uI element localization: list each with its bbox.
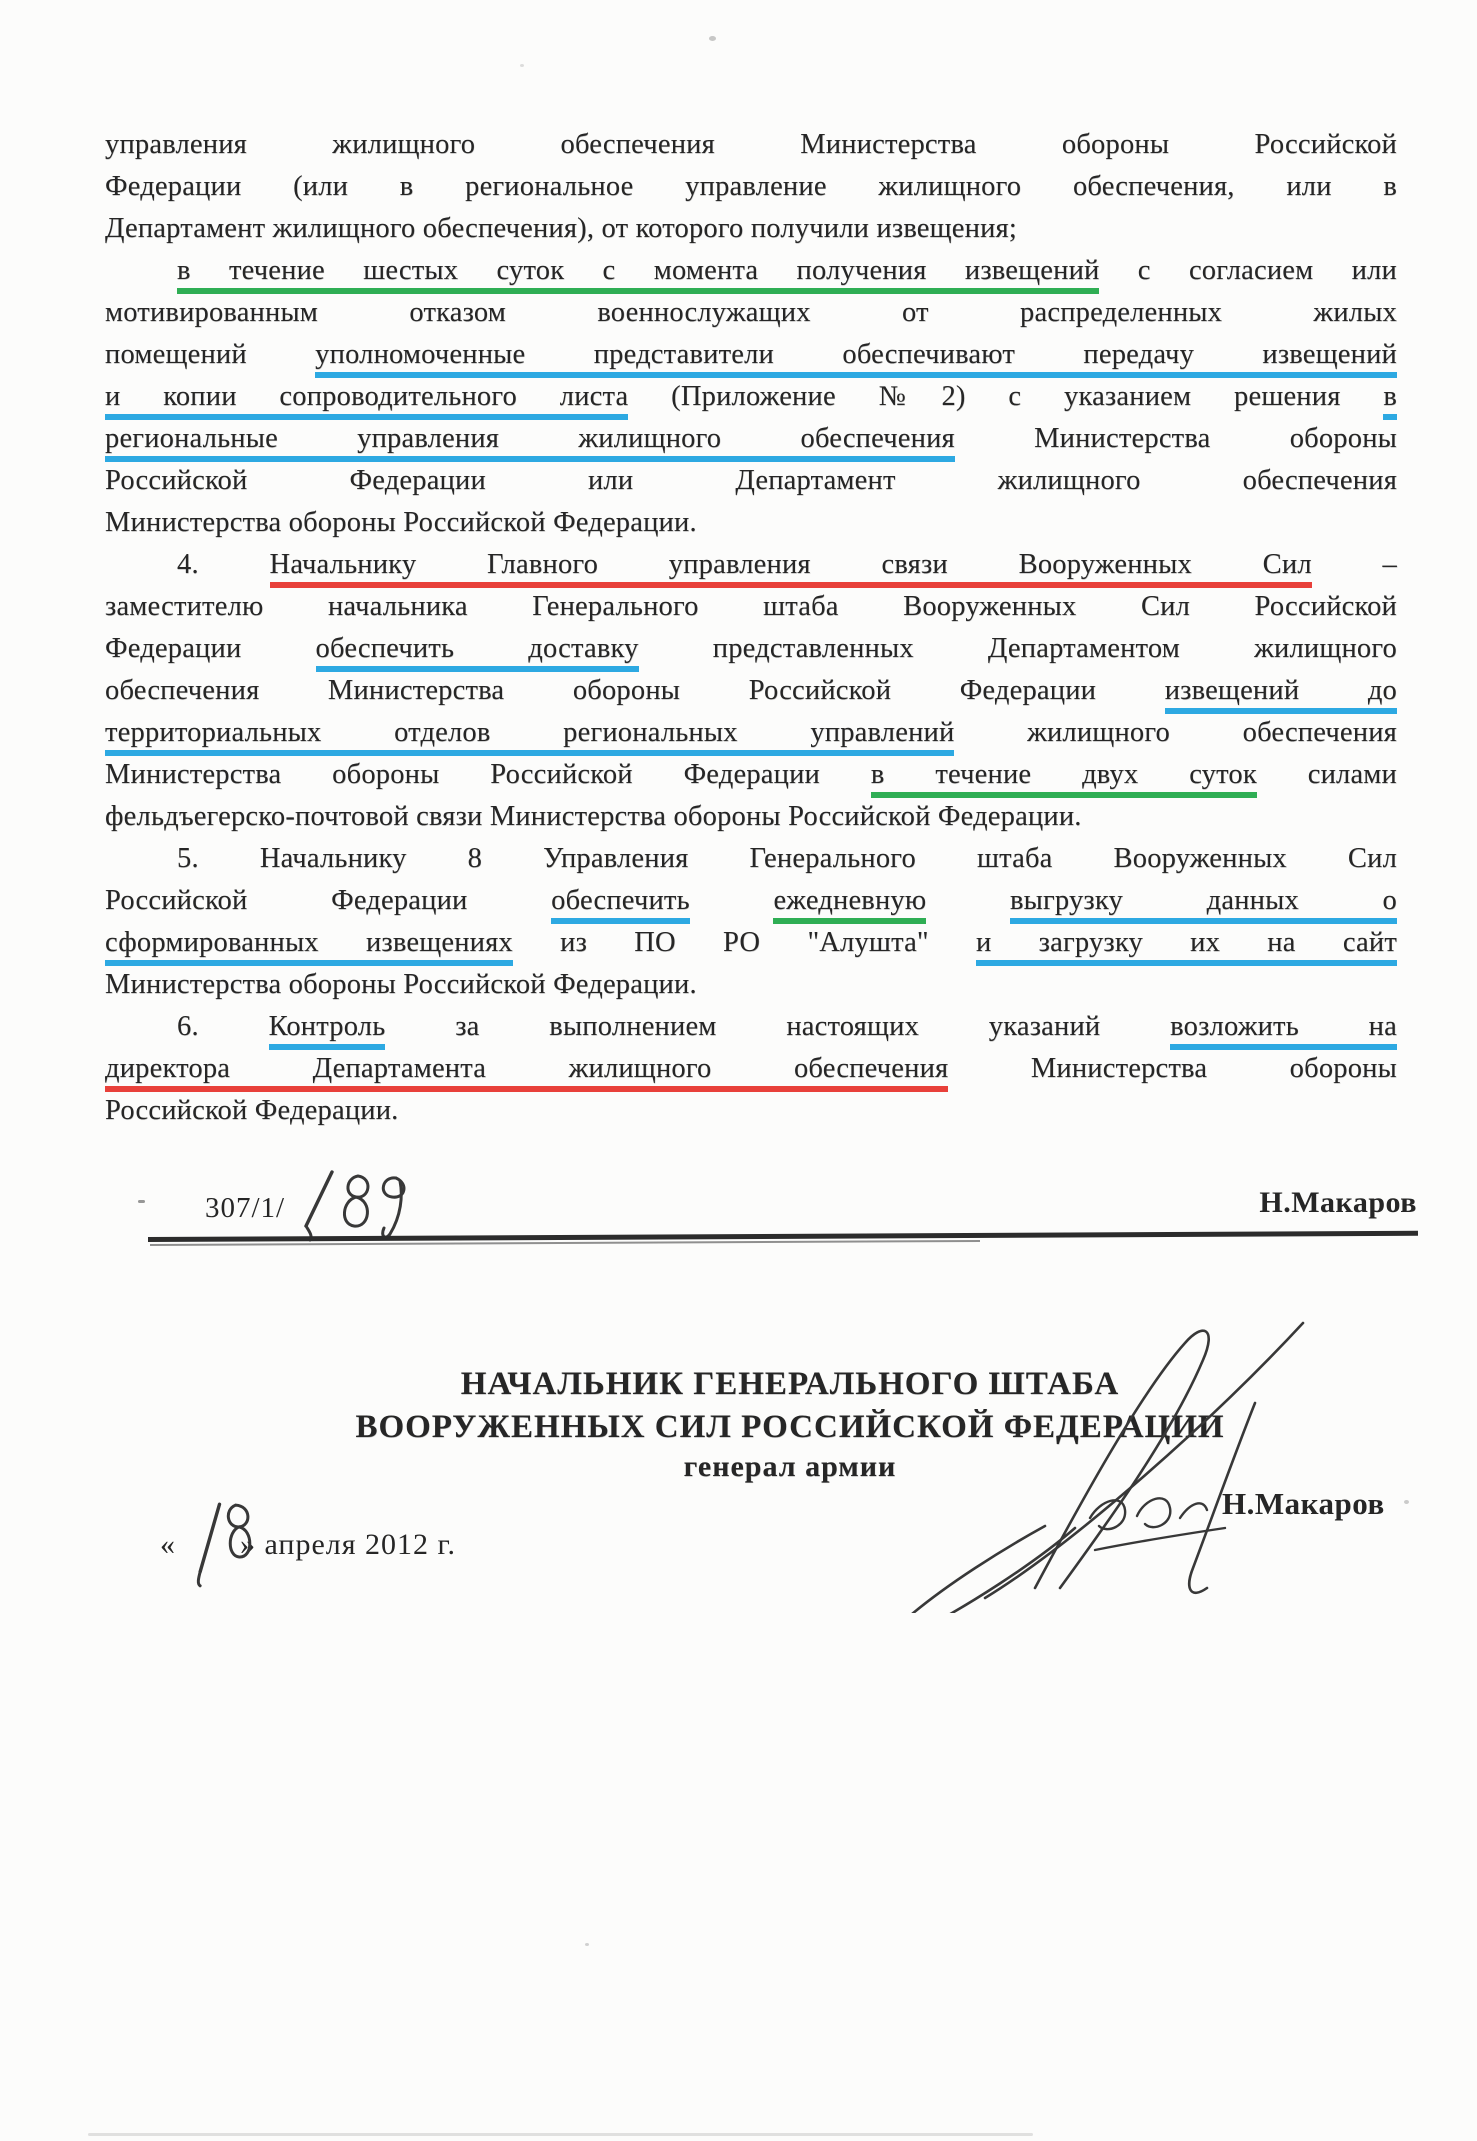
paragraph — [105, 838, 1397, 1006]
handwritten-day — [181, 1489, 268, 1590]
text-run: с согласием или — [1099, 255, 1398, 286]
body-line — [105, 838, 1397, 880]
text-run: – — [1311, 549, 1397, 580]
underlined-text: Начальнику Главного управления связи Вооруженных Сил — [270, 549, 1312, 588]
underlined-text: выгрузку данных о — [1010, 885, 1397, 924]
body-line — [105, 628, 1397, 670]
body-line — [105, 334, 1397, 376]
text-run: Министерства обороны Российской Федерации — [105, 759, 871, 790]
text-run: Министерства обороны Российской Федерации. — [105, 969, 697, 1000]
text-run: заместителю начальника Генерального штаба Вооруженных Сил Российской — [105, 591, 1397, 622]
underlined-text: сформированных извещениях — [105, 927, 513, 966]
text-run: Министерства обороны — [948, 1053, 1397, 1084]
scan-speck — [709, 36, 716, 41]
body-line — [105, 460, 1397, 502]
body-line — [105, 754, 1397, 796]
text-run: (Приложение №2) с указанием решения — [628, 381, 1384, 412]
body-line — [105, 250, 1397, 292]
underlined-text: обеспечить доставку — [316, 633, 639, 672]
body-line — [105, 712, 1397, 754]
underlined-text: в течение шестых суток с момента получения извещений — [177, 255, 1099, 294]
body-line — [105, 922, 1397, 964]
text-run: жилищного обеспечения — [954, 717, 1397, 748]
body-line — [105, 1006, 1397, 1048]
body-line — [105, 586, 1397, 628]
underlined-text: в — [1383, 381, 1397, 420]
scan-edge-smear — [88, 2133, 1033, 2136]
text-run: Департамент жилищного обеспечения), от которого получили извещения; — [105, 213, 1017, 244]
reference-number: 307/1/ — [205, 1192, 286, 1224]
date-open-quote: « — [160, 1528, 176, 1561]
text-run: обеспечения Министерства обороны Российской Федерации — [105, 675, 1165, 706]
text-run: Российской Федерации — [105, 885, 552, 916]
text-run: Российской Федерации. — [105, 1095, 399, 1126]
underlined-text: региональные управления жилищного обеспечения — [105, 423, 955, 462]
body-line — [105, 124, 1397, 166]
underlined-text: уполномоченные представители обеспечивают передачу извещений — [315, 339, 1397, 378]
body-line — [105, 166, 1397, 208]
text-run: Федерации (или в региональное управление жилищного обеспечения, или в — [105, 171, 1397, 202]
text-run: за выполнением настоящих указаний — [385, 1011, 1171, 1042]
text-run: силами — [1256, 759, 1397, 790]
signatory-name-top: Н.Макаров — [1259, 1186, 1417, 1219]
date-close-quote: » — [240, 1528, 256, 1561]
body-line — [105, 292, 1397, 334]
scan-speck — [520, 64, 524, 67]
underlined-text: обеспечить — [551, 885, 690, 924]
body-line — [105, 208, 1397, 250]
paragraph — [105, 124, 1397, 250]
underlined-text: и загрузку их на сайт — [976, 927, 1397, 966]
text-run — [926, 885, 1010, 916]
text-run: помещений — [105, 339, 316, 370]
body-line — [105, 376, 1397, 418]
underlined-text: ежедневную — [773, 885, 926, 924]
underlined-text: возложить на — [1170, 1011, 1397, 1050]
body-line — [105, 796, 1397, 838]
scan-speck — [1404, 1500, 1409, 1504]
date-rest: апреля 2012 г. — [264, 1528, 456, 1561]
body-line — [105, 1090, 1397, 1132]
underlined-text: извещений до — [1165, 675, 1397, 714]
text-run: Министерства обороны Российской Федерации. — [105, 507, 697, 538]
underlined-text: территориальных отделов региональных управлений — [105, 717, 954, 756]
body-line — [105, 964, 1397, 1006]
underlined-text: директора Департамента жилищного обеспечения — [105, 1053, 948, 1092]
scan-speck — [138, 1200, 145, 1203]
body-line — [105, 880, 1397, 922]
text-run: Российской Федерации или Департамент жилищного обеспечения — [105, 465, 1397, 496]
text-run: мотивированным отказом военнослужащих от распределенных жилых — [105, 297, 1397, 328]
text-run: Министерства обороны — [954, 423, 1397, 454]
underlined-text: в течение двух суток — [871, 759, 1257, 798]
body-line — [105, 544, 1397, 586]
paragraph — [105, 250, 1397, 544]
text-run: представленных Департаментом жилищного — [638, 633, 1397, 664]
signature-rank: генерал армии — [683, 1450, 897, 1483]
signature-title-line2: ВООРУЖЕННЫХ СИЛ РОССИЙСКОЙ ФЕДЕРАЦИИ — [355, 1409, 1225, 1445]
text-run: 5. Начальнику 8 Управления Генерального штаба Вооруженных Сил — [177, 843, 1397, 874]
paragraph — [105, 1006, 1397, 1132]
text-run: фельдъегерско-почтовой связи Министерства обороны Российской Федерации. — [105, 801, 1082, 832]
text-run: 4. — [177, 549, 270, 580]
signatory-name-bottom: Н.Макаров — [1222, 1486, 1385, 1521]
handwritten-signature — [885, 1288, 1390, 1613]
text-run: Федерации — [105, 633, 316, 664]
text-run: из ПО РО "Алушта" — [512, 927, 976, 958]
text-run: 6. — [177, 1011, 269, 1042]
scan-speck — [585, 1943, 589, 1946]
body-line — [105, 670, 1397, 712]
body-line — [105, 502, 1397, 544]
paragraph — [105, 544, 1397, 838]
text-run: управления жилищного обеспечения Министерства обороны Российской — [105, 129, 1397, 160]
text-run — [690, 885, 774, 916]
body-line — [105, 418, 1397, 460]
body-text — [105, 124, 1397, 1132]
body-line — [105, 1048, 1397, 1090]
underlined-text: и копии сопроводительного листа — [105, 381, 628, 420]
signature-title-line1: НАЧАЛЬНИК ГЕНЕРАЛЬНОГО ШТАБА — [460, 1366, 1120, 1402]
underlined-text: Контроль — [269, 1011, 386, 1050]
